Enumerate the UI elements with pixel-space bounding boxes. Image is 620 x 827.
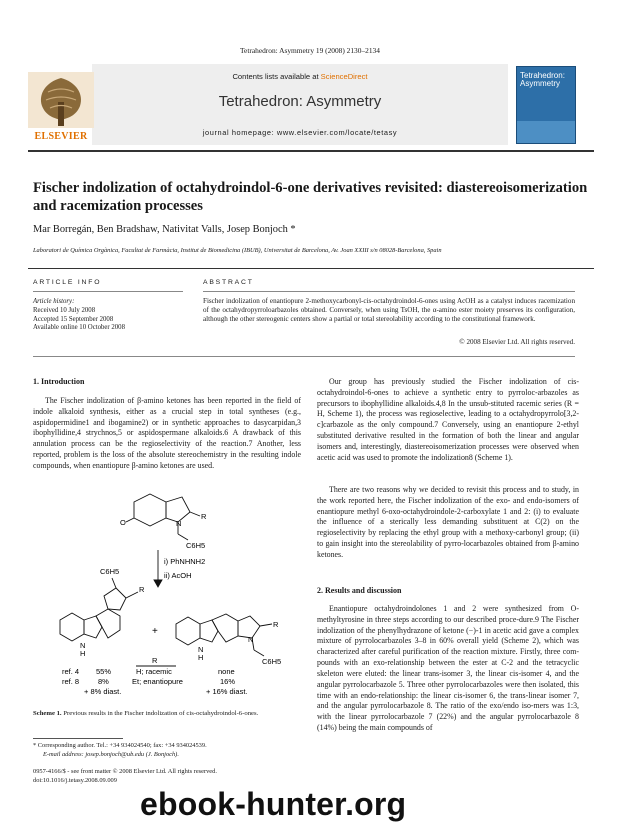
r-bond-top [190, 512, 200, 516]
row2-right-yield: 16% [220, 677, 236, 686]
cover-title: Tetrahedron: Asymmetry [520, 71, 565, 89]
right-cyclohexane-ring [212, 614, 238, 642]
row3-right-diast: + 16% diast. [206, 687, 248, 696]
right-r-label: R [273, 620, 279, 629]
issn-line: 0957-4166/$ - see front matter © 2008 Elsevier Ltd. All rights reserved. [33, 768, 217, 775]
introduction-heading: 1. Introduction [33, 377, 85, 386]
article-info-label: ARTICLE INFO [33, 279, 102, 286]
row2-left-yield: 8% [98, 677, 109, 686]
left-nh-n-label: N [80, 641, 86, 650]
row2-r-value: Et; enantiopure [132, 677, 183, 686]
right-benzene-ring [176, 617, 200, 645]
journal-homepage[interactable]: journal homepage: www.elsevier.com/locate/tetasy [202, 128, 398, 137]
elsevier-wordmark: ELSEVIER [34, 131, 88, 142]
right-pyrrole-ring [200, 620, 218, 642]
footnote-contact: * Corresponding author. Tel.: +34 934024540; fax: +34 934024539. [33, 742, 207, 749]
carbonyl-bond [126, 518, 134, 522]
scheme-1-caption [33, 710, 301, 719]
row1-r-value: H; racemic [136, 667, 172, 676]
left-r-label: R [139, 585, 145, 594]
right-benzyl-ch2-bond [254, 650, 264, 656]
left-pyrrolidine-ring [104, 588, 126, 610]
history-accepted: Accepted 15 September 2008 [33, 315, 114, 323]
results-heading: 2. Results and discussion [317, 586, 402, 595]
benzyl-ch2-bond [178, 534, 188, 540]
introduction-paragraph-1: The Fischer indolization of β-amino ketones has been reported in the field of indole alkaloid synthesis, either as a crucial step in total syntheses (e.g., aspidopermidine1 and ibogamine2) or in synthetic approaches to dasycarpidan,3 ibophyllidine,4 strychnos,5 or aspidospermane alkaloids.6 A drawback of this annulation process can be the regioselectivity of the reaction.7 Another, less reported, problem is the loss of the absolute stereochemistry in the resulting indole compounds, when enantiopure β-amino ketones are used. [33, 396, 301, 470]
contents-prefix: Contents lists available at [232, 72, 321, 81]
abstract-label: ABSTRACT [203, 279, 254, 286]
title-rule [28, 268, 594, 269]
issn-doi-block [33, 768, 303, 785]
plus-sign: + [152, 626, 158, 637]
left-r-bond [126, 592, 138, 598]
right-paragraph-1: Our group has previously studied the Fischer indolization of cis-octahydroindol-6-ones to achieve a synthetic entry to pyrroloc-arbazoles as precursors to ibophyllidine alkaloids.4,8 In the unsub-stituted racemic series (R = H, Scheme 1), the process was regioselective, leading to a octahydropyrrolo[3,2-c]carbazole as the only compound.7 Conversely, using an enantiopure 2-ethyl substituted derivative resulted in the formation of both the linear and angular isomers and, interestingly, diastereoisomerization processes were observed when acetic acid was used to promote the indolization8 (Scheme 1). [317, 377, 579, 462]
article-history [33, 298, 125, 333]
table-head-r: R [152, 656, 158, 665]
row1-ref: ref. 4 [62, 667, 80, 676]
journal-name: Tetrahedron: Asymmetry [218, 93, 382, 110]
left-cyclohexane-ring [96, 609, 120, 638]
right-paragraph-2: There are two reasons why we decided to revisit this process and to study, in the work reported here, the Fischer indolization of the exo- and endo-isomers of enantiopure methyl 6-oxo-octahydroindole-2-carboxylate 1 and 2: (i) to evaluate the influence of a sterically less demanding substituent at C(2) on the regioselectivity by replacing the ethyl group with a methoxy-carbonyl group; (ii) to gain insight into the stereolability of pyrro-locarbazoles obtained from β-amino ketones. [317, 485, 579, 559]
abstract-rule [203, 291, 575, 292]
scheme-1-figure [40, 488, 300, 698]
results-paragraph-1: Enantiopure octahydroindolones 1 and 2 were synthesized from O-methyltyrosine in three steps according to our described proce-dure.9 The Fischer indolization of the phenylhydrazone of ketone (−)-1 in acetic acid gave a complex mixture of pyrrolocarbazoles 3–8 in 60% overall yield (Scheme 2), which was characterized after careful purification of the reaction mixture. Firstly, three com-pounds with an exo-relationship between the ester at C-2 and the tetracyclic skeleton were eluted: the linear trans-isomer 3, the linear cis-isomer 4, and the angular pyrrolocarbazole 5. Three other pyrrolocarbazoles were then isolated, this time with an endo-relationship: the linear cis-isomer 6, the trans-linear isomer 7, and the angular pyrrolocarbazole 8. The ratio of the exo/endo iso-mers was 1:3, with the linear pyrrolocarbazole 7 (22%) and the angular pyrrolocarbazole 8 (14%) being the main compounds of [317, 604, 579, 733]
reagent-2: ii) AcOH [164, 571, 192, 580]
abstract-bottom-rule [33, 356, 575, 357]
history-online: Available online 10 October 2008 [33, 324, 125, 332]
left-c6h5-label: C6H5 [100, 567, 120, 576]
contents-available-line [92, 72, 508, 81]
right-nh-h-label: H [198, 653, 204, 662]
row1-left-yield: 55% [96, 667, 112, 676]
left-n-benzyl-bond [112, 578, 116, 588]
row1-right-yield: none [218, 667, 235, 676]
journal-cover-thumbnail [516, 66, 576, 144]
header-rule [28, 150, 594, 152]
history-title: Article history: [33, 298, 75, 305]
article-authors: Mar Borregán, Ben Bradshaw, Nativitat Valls, Josep Bonjoch * [33, 224, 296, 235]
cover-band [517, 121, 575, 143]
footnote-email[interactable]: E-mail address: josep.bonjoch@ub.edu (J. Bonjoch). [43, 750, 179, 758]
journal-citation: Tetrahedron: Asymmetry 19 (2008) 2130–2134 [240, 46, 380, 55]
history-received: Received 10 July 2008 [33, 306, 96, 314]
right-c6h5-label: C6H5 [262, 657, 282, 666]
top-c6h5-label: C6H5 [186, 541, 206, 550]
right-r-bond [260, 624, 272, 626]
top-n-label: N [176, 519, 182, 528]
left-nh-h-label: H [80, 649, 86, 658]
watermark: ebook-hunter.org [140, 786, 407, 822]
cyclohexanone-ring [134, 494, 166, 526]
scheme-1-label: Scheme 1. [33, 710, 62, 717]
reagent-1: i) PhNHNH2 [164, 557, 206, 566]
abstract-text: Fischer indolization of enantiopure 2-methoxycarbonyl-cis-octahydroindol-6-ones using AcOH as a catalyst induces racemization of the octahydropyrroloarbazoles obtained. Conversely, when using TsOH, the α-amino ester moiety preserves its configuration, although the other stereogenic centers show a partial or total stereolability according to the constitutional framework. [203, 297, 575, 324]
left-pyrrole-ring [84, 616, 102, 638]
abstract-copyright: © 2008 Elsevier Ltd. All rights reserved. [459, 338, 575, 346]
footnote-rule [33, 738, 123, 739]
row2-ref: ref. 8 [62, 677, 80, 686]
doi-line[interactable]: doi:10.1016/j.tetasy.2008.09.009 [33, 776, 117, 784]
left-benzene-ring [60, 613, 84, 641]
carbonyl-o-label: O [120, 518, 126, 527]
right-n-label: N [248, 635, 254, 644]
sciencedirect-link[interactable]: ScienceDirect [320, 72, 368, 81]
corresponding-author-footnote [33, 742, 303, 759]
right-nh-n-label: N [198, 645, 204, 654]
row3-left-diast: + 8% diast. [84, 687, 122, 696]
arrow-head [154, 580, 162, 587]
author-affiliation: Laboratori de Química Orgànica, Facultat de Farmàcia, Institut de Biomedicina (IBUB), Universitat de Barcelona, Av. Joan XXIII s/n 08028-Barcelona, Spain [33, 247, 442, 254]
scheme-1-caption-text: Previous results in the Fischer indolization of cis-octahydroindol-6-ones. [61, 710, 259, 717]
article-title: Fischer indolization of octahydroindol-6-one derivatives revisited: diastereoisomerization and racemization processes [33, 180, 588, 215]
top-r-label: R [201, 512, 207, 521]
article-info-rule [33, 291, 183, 292]
